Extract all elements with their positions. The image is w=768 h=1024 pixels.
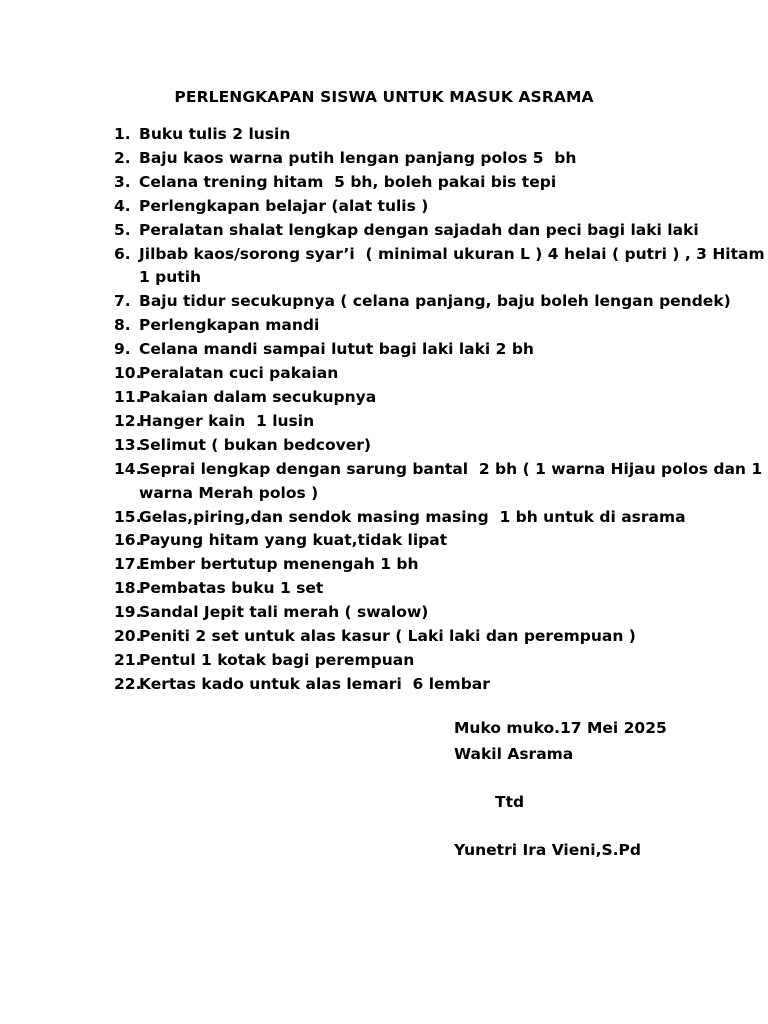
- item-text: Hanger kain 1 lusin: [139, 411, 315, 430]
- item-number: 1.: [114, 125, 131, 143]
- item-text: Gelas,piring,dan sendok masing masing 1 bh untuk di asrama: [139, 507, 686, 526]
- item-text: Pakaian dalam secukupnya: [139, 387, 377, 406]
- item-text: Baju tidur secukupnya ( celana panjang, baju boleh lengan pendek): [139, 292, 731, 311]
- list-item: [114, 601, 694, 625]
- item-number: 13.: [114, 435, 142, 454]
- list-item: [114, 171, 694, 195]
- item-text: Seprai lengkap dengan sarung bantal 2 bh ( 1 warna Hijau polos dan 1: [139, 459, 763, 478]
- item-number: 20.: [114, 627, 142, 646]
- page-title: PERLENGKAPAN SISWA UNTUK MASUK ASRAMA: [174, 88, 594, 106]
- item-text: Jilbab kaos/sorong syar’i ( minimal ukuran L ) 4 helai ( putri ) , 3 Hitam: [139, 244, 765, 263]
- list-item: [114, 147, 694, 171]
- list-item: [114, 410, 694, 434]
- item-number: 4.: [114, 196, 131, 215]
- item-number: 22.: [114, 674, 142, 693]
- list-item: [114, 195, 694, 219]
- item-number: 7.: [114, 292, 131, 311]
- item-text: Perlengkapan mandi: [139, 316, 320, 335]
- item-text-continuation: 1 putih: [139, 268, 202, 287]
- item-number: 2.: [114, 148, 131, 167]
- item-number: 5.: [114, 220, 131, 239]
- item-text: Pembatas buku 1 set: [139, 579, 324, 598]
- item-number: 9.: [114, 340, 131, 359]
- list-item: [114, 625, 694, 649]
- item-text: Sandal Jepit tali merah ( swalow): [139, 603, 429, 622]
- list-item: [114, 458, 763, 506]
- list-item: [114, 506, 694, 530]
- item-text: Perlengkapan belajar (alat tulis ): [139, 196, 429, 215]
- item-number: 18.: [114, 579, 142, 598]
- list-item: [114, 649, 694, 673]
- item-text: Pentul 1 kotak bagi perempuan: [139, 650, 415, 669]
- item-number: 10.: [114, 364, 142, 383]
- item-number: 3.: [114, 172, 131, 191]
- item-text: Peralatan shalat lengkap dengan sajadah dan peci bagi laki laki: [139, 220, 699, 239]
- item-text-continuation: warna Merah polos ): [139, 483, 319, 502]
- item-number: 17.: [114, 555, 142, 574]
- signature-place-date: Muko muko.17 Mei 2025: [454, 719, 667, 737]
- item-text: Selimut ( bukan bedcover): [139, 435, 371, 454]
- item-number: 6.: [114, 244, 131, 263]
- item-text: Baju kaos warna putih lengan panjang polos 5 bh: [139, 148, 577, 167]
- list-item: [114, 290, 731, 314]
- list-item: [114, 529, 694, 553]
- list-item: [114, 123, 694, 147]
- item-text: Buku tulis 2 lusin: [139, 125, 291, 143]
- item-text: Peralatan cuci pakaian: [139, 364, 339, 383]
- item-number: 12.: [114, 411, 142, 430]
- signature-role: Wakil Asrama: [454, 745, 574, 763]
- item-text: Peniti 2 set untuk alas kasur ( Laki laki dan perempuan ): [139, 627, 636, 646]
- list-item: [114, 219, 699, 243]
- list-item: [114, 673, 694, 697]
- item-number: 19.: [114, 603, 142, 622]
- list-item: [114, 243, 765, 291]
- list-item: [114, 362, 694, 386]
- item-number: 16.: [114, 531, 142, 550]
- list-item: [114, 577, 694, 601]
- signature-name: Yunetri Ira Vieni,S.Pd: [454, 841, 641, 859]
- item-text: Kertas kado untuk alas lemari 6 lembar: [139, 674, 490, 693]
- equipment-list: [114, 123, 765, 697]
- item-text: Ember bertutup menengah 1 bh: [139, 555, 419, 574]
- signature-ttd: Ttd: [495, 793, 525, 811]
- item-text: Celana trening hitam 5 bh, boleh pakai bis tepi: [139, 172, 557, 191]
- item-number: 8.: [114, 316, 131, 335]
- item-number: 21.: [114, 650, 142, 669]
- item-text: Celana mandi sampai lutut bagi laki laki 2 bh: [139, 340, 534, 359]
- item-number: 15.: [114, 507, 142, 526]
- list-item: [114, 434, 694, 458]
- list-item: [114, 386, 694, 410]
- item-number: 11.: [114, 387, 142, 406]
- item-number: 14.: [114, 459, 142, 478]
- item-text: Payung hitam yang kuat,tidak lipat: [139, 531, 448, 550]
- list-item: [114, 553, 694, 577]
- list-item: [114, 314, 694, 338]
- list-item: [114, 338, 694, 362]
